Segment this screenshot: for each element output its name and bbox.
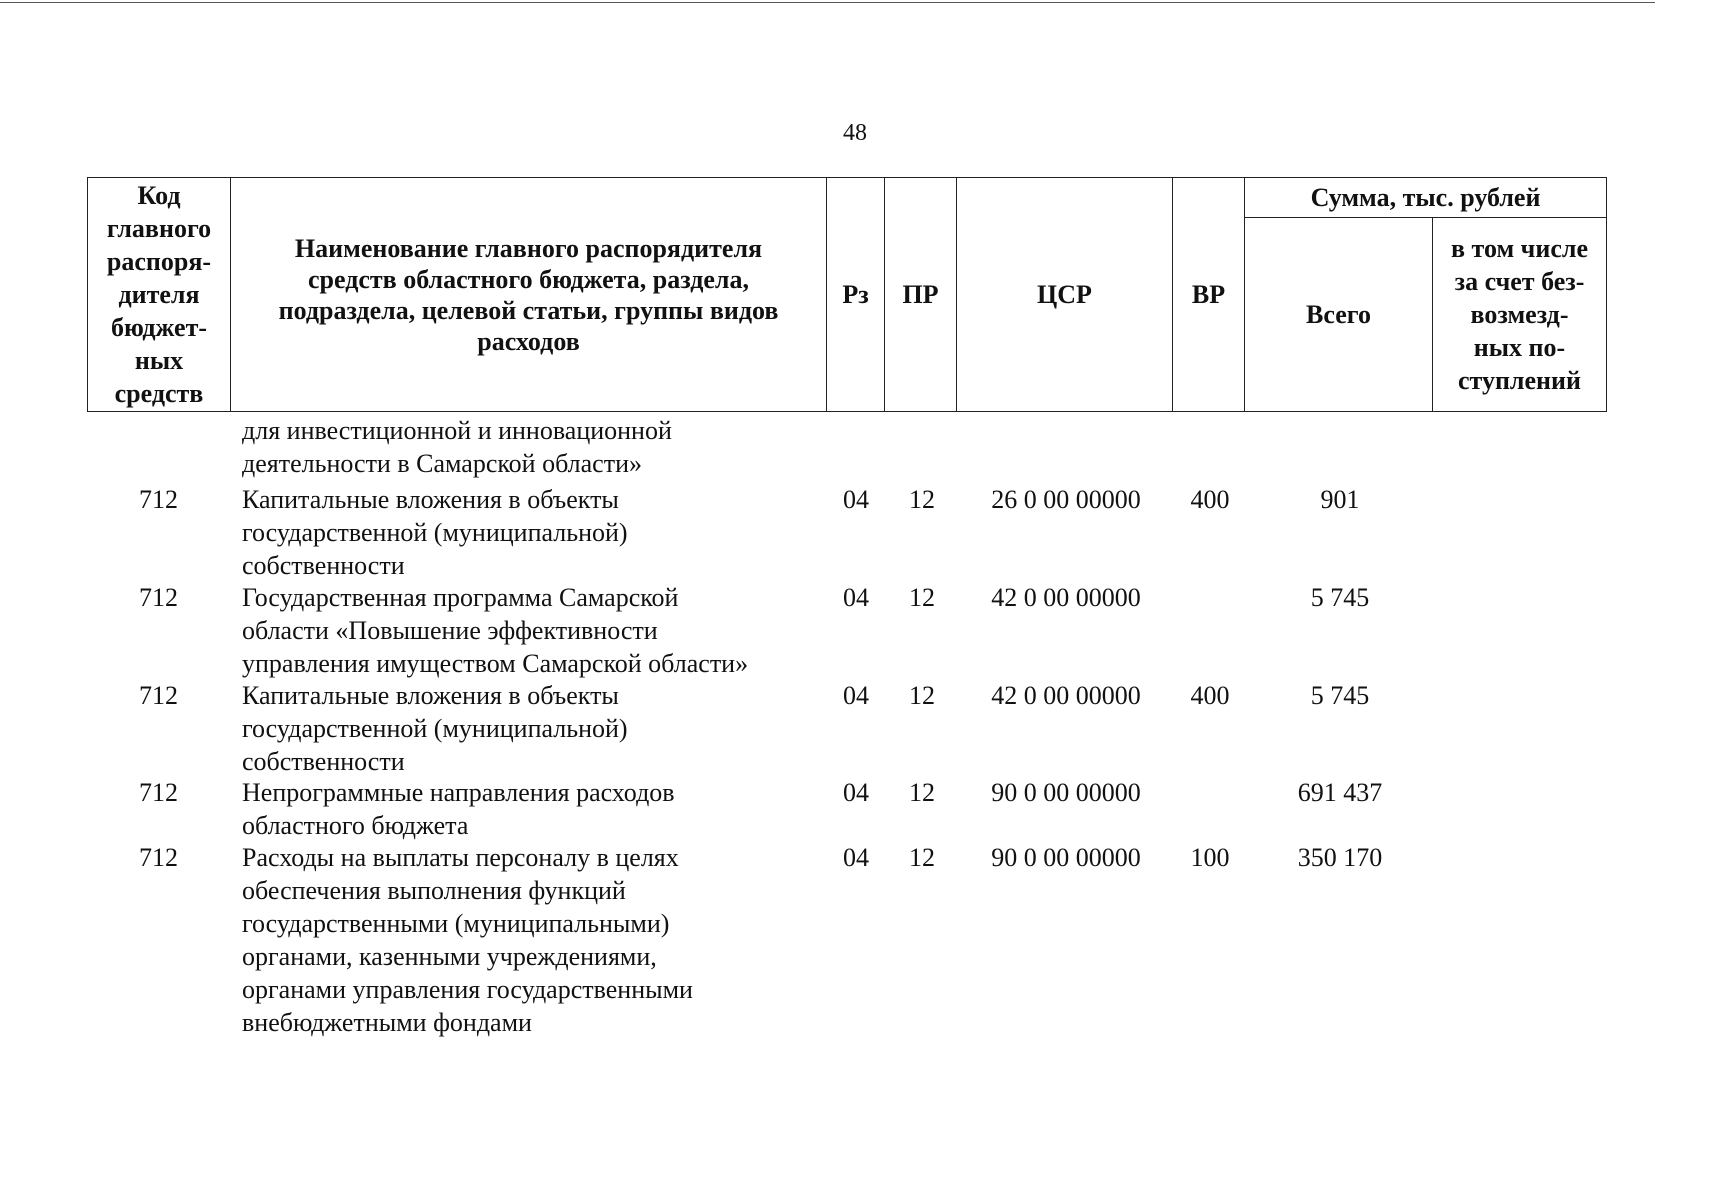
top-border-line [0,2,1655,3]
row-csr: 26 0 00 00000 [991,485,1141,514]
row-name-line: деятельности в Самарской области» [242,449,642,478]
row-csr: 90 0 00 00000 [991,843,1141,872]
row-pr: 12 [909,778,935,807]
row-vr: 400 [1190,681,1230,710]
header-total: Всего [1245,218,1433,412]
row-name [242,776,822,842]
table-header [87,177,1607,412]
row-rz: 04 [843,485,869,514]
row-rz: 04 [843,778,869,807]
row-total: 5 745 [1310,681,1370,710]
header-code-line: ных [134,346,184,375]
row-pr: 12 [909,583,935,612]
header-sum: Сумма, тыс. рублей [1245,178,1607,218]
row-csr: 42 0 00 00000 [991,583,1141,612]
header-name-line: подраздела, целевой статьи, группы видов [278,295,779,325]
row-total: 901 [1320,485,1360,514]
row-code: 712 [139,778,178,807]
header-code-line: средств [114,379,204,408]
row-csr: 90 0 00 00000 [991,778,1141,807]
row-name-line: внебюджетными фондами [242,1008,532,1037]
header-pr: ПР [885,178,957,412]
row-name-line: собственности [242,551,405,580]
header-code-line: главного [106,214,212,243]
row-name-line: Капитальные вложения в объекты [242,485,619,514]
row-name-line: области «Повышение эффективности [242,616,658,645]
row-name-line: для инвестиционной и инновационной [242,416,672,445]
row-name [242,841,822,1039]
header-rz: Рз [827,178,885,412]
row-name-line: обеспечения выполнения функций [242,876,626,905]
row-pr: 12 [909,681,935,710]
row-name-line: органами, казенными учреждениями, [242,942,657,971]
row-csr: 42 0 00 00000 [991,681,1141,710]
header-free-line: возмезд- [1470,300,1569,329]
header-code [88,178,231,412]
header-vr: ВР [1173,178,1245,412]
row-name-line: собственности [242,747,405,776]
row-code: 712 [139,681,178,710]
row-rz: 04 [843,583,869,612]
header-code-line: Код [137,181,181,210]
row-rz: 04 [843,843,869,872]
row-name-line: Непрограммные направления расходов [242,778,675,807]
page-number: 48 [843,120,867,146]
row-name-line: государственной (муниципальной) [242,714,628,743]
row-vr: 400 [1190,485,1230,514]
header-free-receipts [1433,218,1607,412]
row-name-line: государственными (муниципальными) [242,909,670,938]
row-name-line: Капитальные вложения в объекты [242,681,619,710]
header-free-line: в том числе [1451,234,1588,263]
row-name [242,679,822,778]
row-vr: 100 [1190,843,1230,872]
row-pr: 12 [909,485,935,514]
header-name [231,178,827,412]
row-pr: 12 [909,843,935,872]
row-name-line: областного бюджета [242,811,469,840]
row-total: 5 745 [1310,583,1370,612]
header-name-line: средств областного бюджета, раздела, [308,264,749,294]
header-free-line: за счет без- [1454,267,1585,296]
header-code-line: дителя [118,280,200,309]
row-rz: 04 [843,681,869,710]
header-code-line: распоря- [106,247,212,276]
header-code-line: бюджет- [110,313,207,342]
row-name [242,414,822,480]
row-name-line: органами управления государственными [242,975,693,1004]
header-name-line: расходов [477,326,580,356]
header-free-line: ных по- [1473,333,1566,362]
row-name-line: Расходы на выплаты персоналу в целях [242,843,679,872]
header-name-line: Наименование главного распорядителя [294,233,763,263]
row-name-line: государственной (муниципальной) [242,518,628,547]
row-name-line: управления имуществом Самарской области» [242,649,749,678]
row-name [242,483,822,582]
header-free-line: ступлений [1457,366,1582,395]
row-total: 691 437 [1297,778,1383,807]
row-code: 712 [139,485,178,514]
row-code: 712 [139,583,178,612]
row-name-line: Государственная программа Самарской [242,583,679,612]
row-name [242,581,822,680]
row-code: 712 [139,843,178,872]
header-csr: ЦСР [957,178,1173,412]
row-total: 350 170 [1297,843,1383,872]
